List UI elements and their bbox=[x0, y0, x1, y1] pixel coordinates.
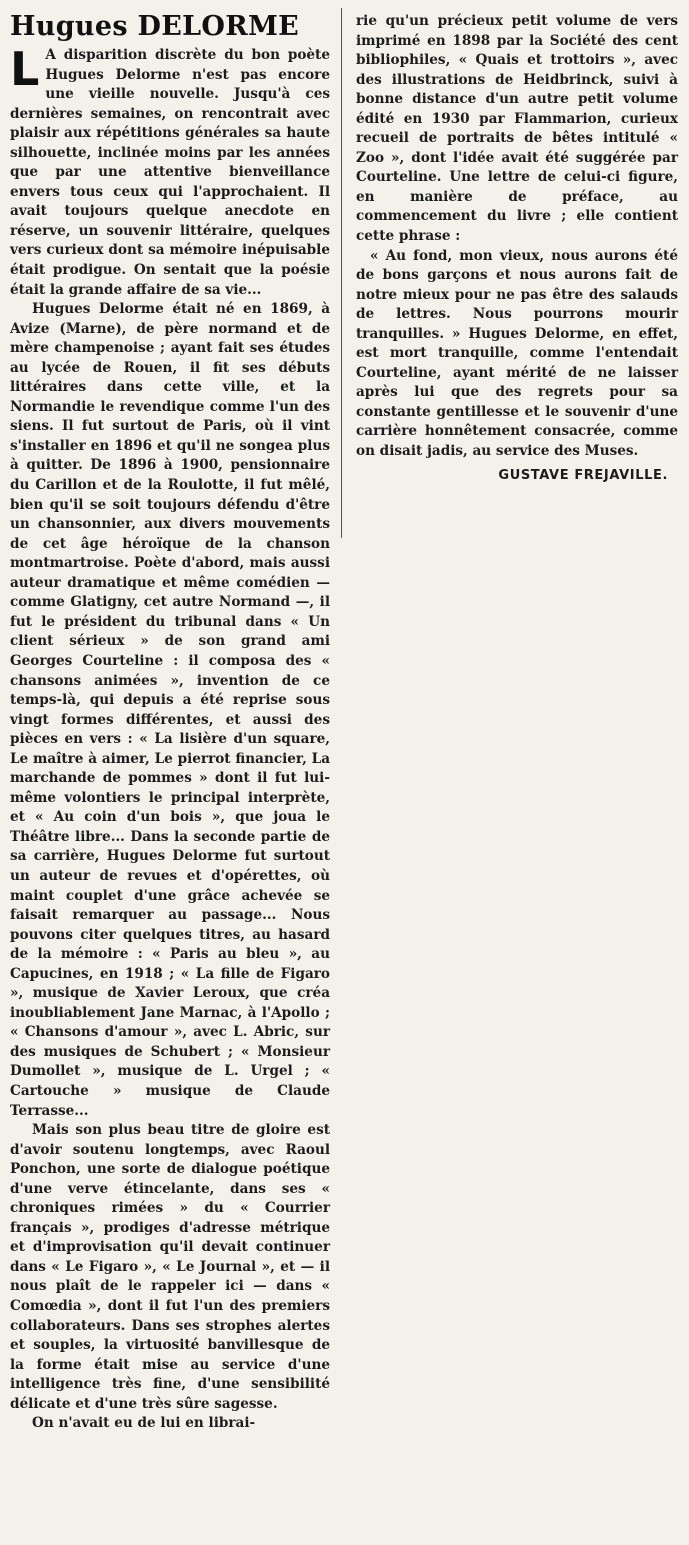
column-divider bbox=[341, 8, 342, 538]
paragraph-intro-text: A disparition discrète du bon poète Hugues Delorme n'est pas encore une vieille nouvelle. Jusqu'à ces dernières semaines, on rencontrait avec plaisir aux répétitions générales sa haute silhouette, inclinée moins par les années que par une attentive bienveillance envers tous ceux qui l'approchaient. Il avait toujours quelque anecdote en réserve, un souvenir littéraire, quelques vers curieux dont sa mémoire inépuisable était prodigue. On sentait que la poésie était la grande affaire de sa vie... bbox=[10, 47, 330, 298]
paragraph-books-continued: rie qu'un précieux petit volume de vers imprimé en 1898 par la Société des cent bibliophiles, « Quais et trottoirs », avec des illustrations de Heidbrinck, suivi à bonne distance d'un autre petit volume édité en 1930 par Flammarion, curieux recueil de portraits de bêtes intitulé « Zoo », dont l'idée avait été suggérée par Courteline. Une lettre de celui-ci figure, en manière de préface, au commencement du livre ; elle contient cette phrase : bbox=[356, 13, 678, 245]
paragraph-books-start: On n'avait eu de lui en librai- bbox=[32, 1415, 256, 1432]
paragraph-quote: « Au fond, mon vieux, nous aurons été de bons garçons et nous aurons fait de notre mieux pour ne pas être des salauds de lettres. Nous pourrons mourir tranquilles. » Hugues Delorme, en effet, est mort tranquille, comme l'entendait Courteline, ayant mérité de ne laisser après lui que des regrets pour sa constante gentillesse et le souvenir d'une carrière honnêtement consacrée, comme on disait jadis, au service des Muses. bbox=[356, 247, 678, 460]
right-column bbox=[356, 12, 678, 483]
article-headline: Hugues DELORME bbox=[10, 11, 300, 42]
paragraph-intro bbox=[10, 42, 330, 300]
left-column bbox=[10, 12, 330, 1434]
paragraph-glory: Mais son plus beau titre de gloire est d'avoir soutenu longtemps, avec Raoul Ponchon, une sorte de dialogue poétique d'une verve étincelante, dans ses « chroniques rimées » du « Courrier français », prodiges d'adresse métrique et d'improvisation qu'il devait continuer dans « Le Figaro », « Le Journal », et — il nous plaît de le rappeler ici — dans « Comœdia », dont il fut l'un des premiers collaborateurs. Dans ses strophes alertes et souples, la virtuosité banvillesque de la forme était mise au service d'une intelligence très fine, d'une sensibilité délicate et d'une très sûre sagesse. bbox=[10, 1122, 330, 1412]
author-signature: GUSTAVE FREJAVILLE. bbox=[498, 467, 668, 483]
paragraph-biography: Hugues Delorme était né en 1869, à Avize (Marne), de père normand et de mère champenoise ; ayant fait ses études au lycée de Rouen, il fit ses débuts littéraires dans cette ville, et la Normandie le revendique comme l'un des siens. Il fut surtout de Paris, où il vint s'installer en 1896 et qu'il ne songea plus à quitter. De 1896 à 1900, pensionnaire du Carillon et de la Roulotte, il fut mêlé, bien qu'il se soit toujours défendu d'être un chansonnier, aux divers mouvements de cet âge héroïque de la chanson montmartroise. Poète d'abord, mais aussi auteur dramatique et même comédien — comme Glatigny, cet autre Normand —, il fut le président du tribunal dans « Un client sérieux » de son grand ami Georges Courteline : il composa des « chansons animées », invention de ce temps-là, qui depuis a été reprise sous vingt formes différentes, et aussi des pièces en vers : « La lisière d'un square, Le maître à aimer, Le pierrot financier, La marchande de pommes » dont il fut lui-même volontiers le principal interprète, et « Au coin d'un bois », que joua le Théâtre libre... Dans la seconde partie de sa carrière, Hugues Delorme fut surtout un auteur de revues et d'opérettes, où maint couplet d'une grâce achevée se faisait remarquer au passage... Nous pouvons citer quelques titres, au hasard de la mémoire : « Paris au bleu », au Capucines, en 1918 ; « La fille de Figaro », musique de Xavier Leroux, que créa inoubliablement Jane Marnac, à l'Apollo ; « Chansons d'amour », avec L. Abric, sur des musiques de Schubert ; « Monsieur Dumollet », musique de L. Urgel ; « Cartouche » musique de Claude Terrasse... bbox=[10, 301, 330, 1119]
drop-cap: L bbox=[10, 42, 40, 96]
